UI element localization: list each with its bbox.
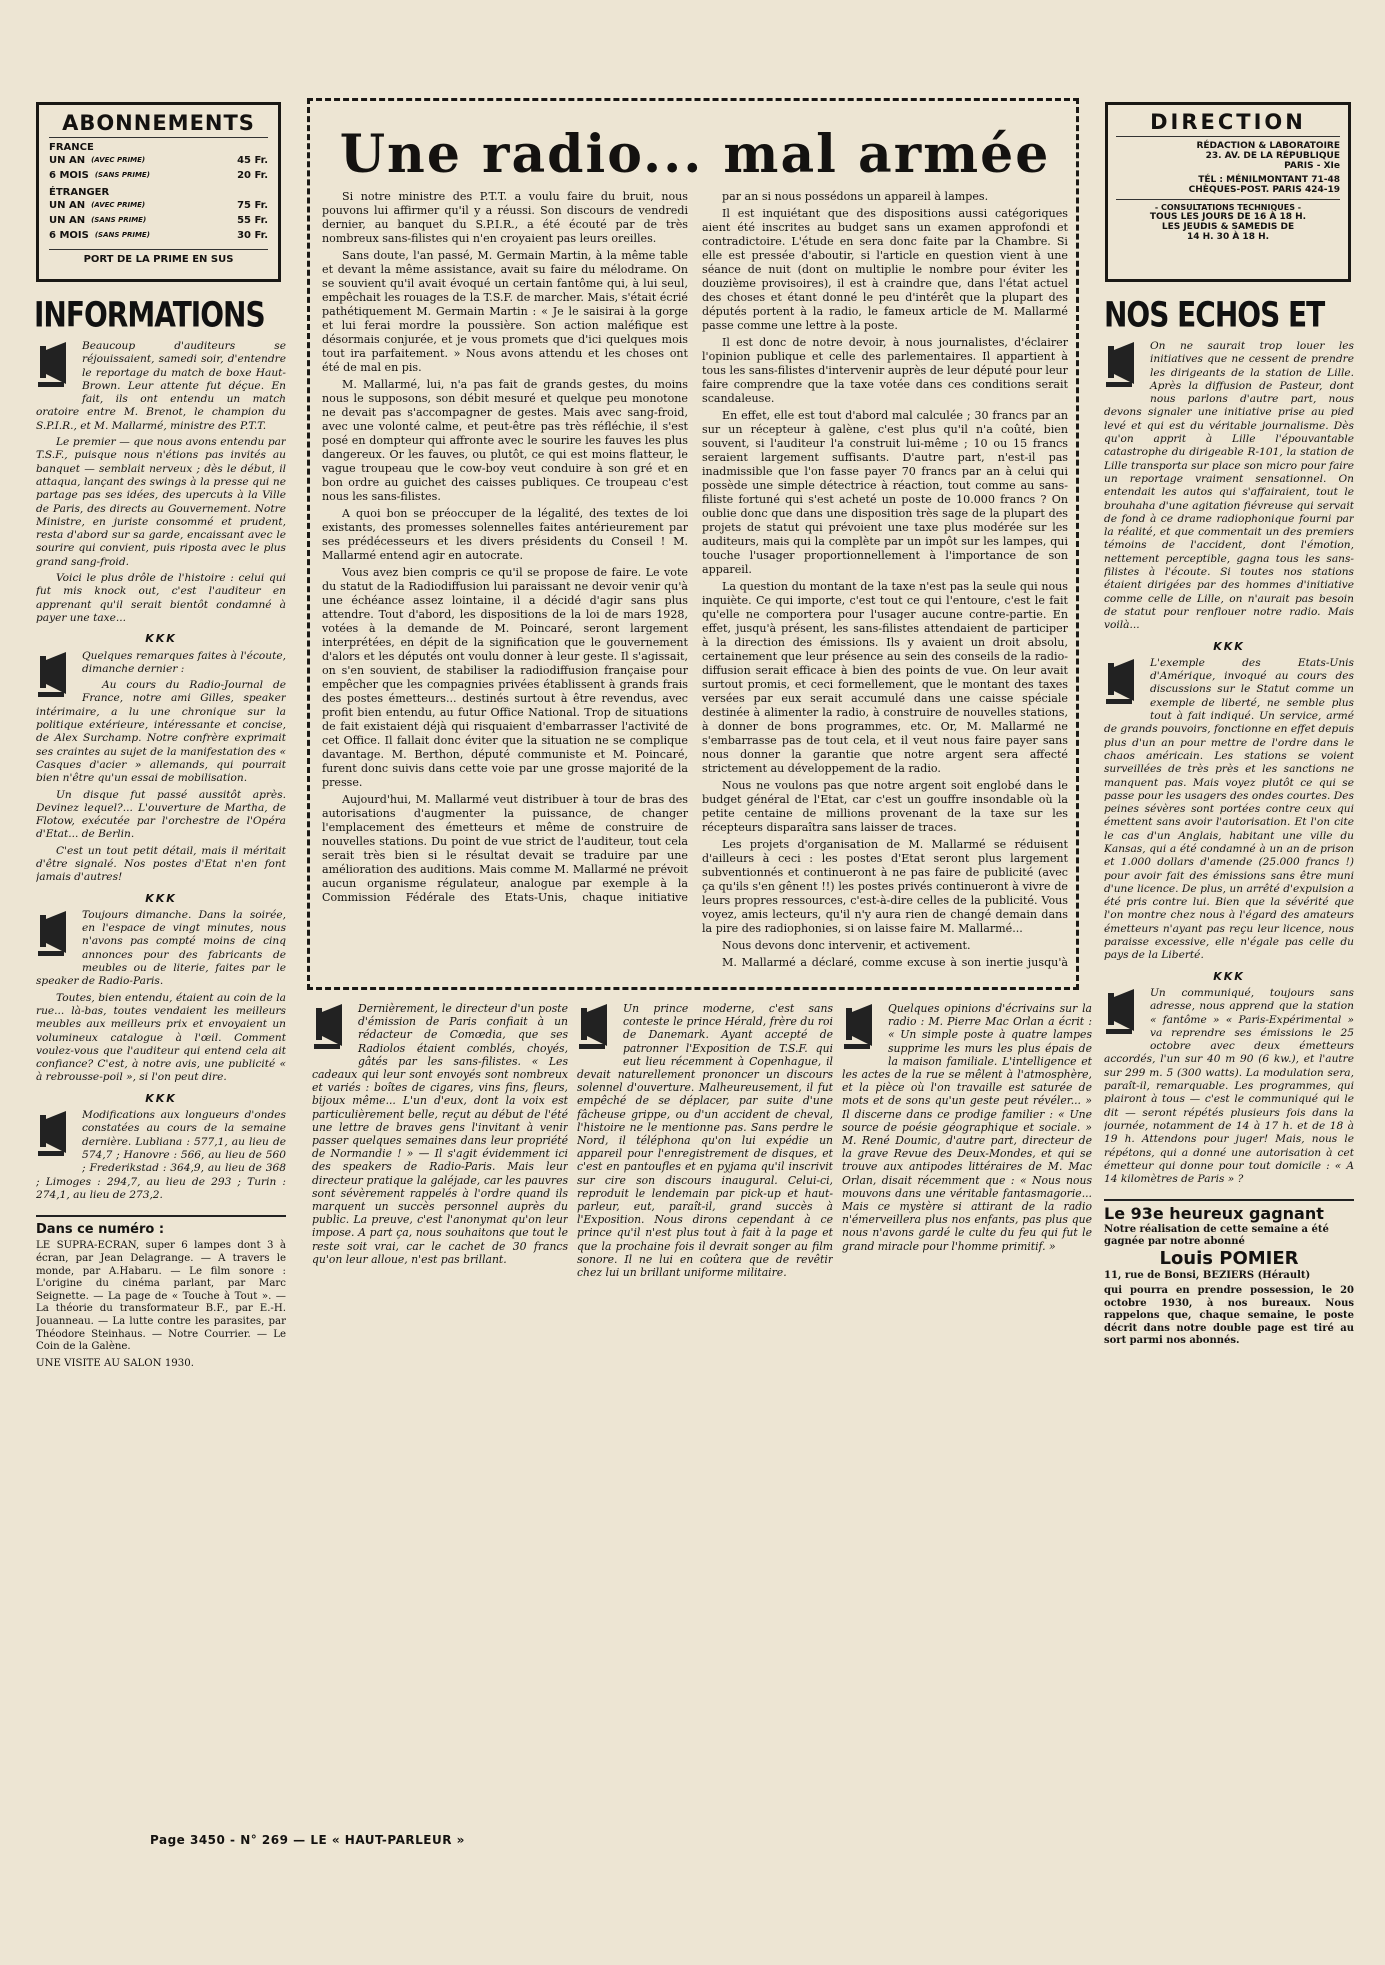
info-paragraph: Le premier — que nous avons entendu par T.S.F., puisque nous n'étions pas invités au banquet — semblait nerveux ; dès le début, il attaqua, lançant des swings à la presse qui ne partage pas ses idées, des upercuts à la Ville de Paris, des directs au Gouvernement. Notre Ministre, en juriste consommé et prudent, resta d'abord sur sa garde, encaissant avec le sourire qui convient, puis riposta avec le plus grand sang-froid. bbox=[36, 436, 286, 568]
direction-line2: 23. AV. DE LA RÉPUBLIQUE bbox=[1205, 151, 1340, 161]
gagnant-address: 11, rue de Bonsi, BEZIERS (Hérault) bbox=[1104, 1270, 1311, 1281]
info-paragraph: Voici le plus drôle de l'histoire : celui qui fut mis knock out, c'est l'auditeur en apprenant qu'il serait bientôt condamné à payer une taxe... bbox=[36, 572, 286, 624]
article-paragraph: M. Mallarmé a déclaré, comme excuse à son inertie jusqu'à bbox=[722, 956, 1068, 969]
price-row bbox=[49, 198, 268, 213]
speaker-icon bbox=[1104, 657, 1142, 709]
dans-ce-numero-title: Dans ce numéro : bbox=[36, 1215, 286, 1236]
informations-title: INFORMATIONS bbox=[34, 294, 265, 336]
gagnant-title: Le 93e heureux gagnant bbox=[1104, 1204, 1324, 1224]
info-paragraph: Un disque fut passé aussitôt après. Devinez lequel?... L'ouverture de Martha, de Flotow, exécutée par l'orchestre de l'Opéra d'Etat... de Berlin. bbox=[36, 788, 286, 841]
price-value: 20 Fr. bbox=[237, 170, 268, 181]
echo-paragraph: Un communiqué, toujours sans adresse, nous apprend que la station « fantôme » « Paris-Expérimental » va reprendre ses émissions le 25 octobre avec deux émetteurs accordés, l'un sur 40 m 90 (6 kw.), et l'autre sur 299 m. 5 (300 watts). La modulation sera, paraît-il, remarquable. Les programmes, qui plairont à tous — c'est le communiqué qui le dit — seront répétés plusieurs fois dans la journée, notamment de 14 à 17 h. et de 18 à 19 h. Attendons pour juger! Mais, nous le répétons, qui a donné une autorisation à cet émetteur qui donne pour tout domicile : « A 14 kilomètres de Paris » ? bbox=[1104, 986, 1354, 1186]
article-paragraph: A quoi bon se préoccuper de la légalité, des textes de loi existants, des promesses solennelles faites antérieurement par ses prédécesseurs et les divers présidents du Conseil ! M. Mallarmé entend agir en autocrate. bbox=[322, 507, 688, 562]
bottom-column-1 bbox=[312, 1002, 568, 1512]
price-label: UN AN bbox=[49, 155, 86, 166]
price-label: 6 MOIS bbox=[49, 170, 89, 181]
article-paragraph: En effet, elle est tout d'abord mal calculée ; 30 francs par an sur un récepteur à galène, c'est plus qu'il n'a coûté, bien souvent, si l'auditeur l'a construit lui-même ; 10 ou 15 francs seraient largement suffisants. D'autre part, n'est-il pas inadmissible que l'on fasse payer 70 francs par an à celui qui possède une simple détectrice à réaction, tout comme au sans-filiste fortuné qui s'est acheté un poste de 10.000 francs ? On oublie donc que dans une disposition très sage de la plupart des projets de statut qui prévoient une taxe plus modérée sur les auditeurs, mais qui la complète par un impôt sur les lampes, qui touche l'usager proportionnellement à l'importance de son appareil. bbox=[702, 409, 1068, 576]
info-paragraph: C'est un tout petit détail, mais il méritait d'être signalé. Nos postes d'Etat n'en font jamais d'autres! bbox=[36, 844, 286, 884]
gagnant-name: Louis POMIER bbox=[1159, 1247, 1299, 1269]
direction-consult2: TOUS LES JOURS DE 16 À 18 H. bbox=[1149, 212, 1307, 222]
price-label: UN AN bbox=[49, 200, 86, 211]
speaker-icon bbox=[36, 340, 74, 392]
echos-title: NOS ECHOS ET bbox=[1104, 294, 1325, 336]
info-item bbox=[36, 650, 286, 888]
direction-consult: - CONSULTATIONS TECHNIQUES - bbox=[1116, 199, 1340, 212]
info-paragraph: Toujours dimanche. Dans la soirée, en l'espace de vingt minutes, nous n'avons pas compté moins de cinq annonces pour des fabricants de meubles ou de literie, faites par le speaker de Radio-Paris. bbox=[36, 908, 286, 988]
price-label: UN AN bbox=[49, 215, 86, 226]
price-note: (AVEC PRIME) bbox=[91, 201, 146, 209]
direction-box bbox=[1105, 102, 1351, 282]
price-row bbox=[49, 228, 268, 243]
info-paragraph: Toutes, bien entendu, étaient au coin de la rue... là-bas, toutes vendaient les meilleurs meubles aux meilleurs prix et envoyaient un volumineux catalogue à l'œil. Comment voulez-vous que l'auditeur qui entend cela ait confiance? C'est, à notre avis, une publicité « à rebrousse-poil », si l'on peut dire. bbox=[36, 991, 286, 1084]
echos-heading bbox=[1104, 294, 1354, 336]
price-label: 6 MOIS bbox=[49, 230, 89, 241]
price-note: (SANS PRIME) bbox=[94, 171, 150, 179]
direction-tel: TÉL : MÉNILMONTANT 71-48 bbox=[1198, 175, 1340, 185]
echo-item bbox=[1104, 340, 1354, 636]
price-note: (AVEC PRIME) bbox=[91, 156, 146, 164]
article-paragraph: Aujourd'hui, M. Mallarmé veut distribuer à tour de bras des autorisations d'augmenter la puissance, de changer l'emplacement des émetteurs et même de construire de nouvelles stations. Du point de vue strict de l'auditeur, tout cela serait très bien si le résultat devait se traduire par une amélioration des auditions. Mais comme M. Mallarmé ne prévoit aucun organisme régulateur, analogue par exemple à la Commission Fédérale des Etats-Unis, chaque initiative bbox=[322, 793, 688, 904]
article-paragraph: Nous devons donc intervenir, et activement. bbox=[722, 939, 971, 952]
main-article-col-2 bbox=[702, 190, 1068, 970]
bottom-text-3: Quelques opinions d'écrivains sur la radio : M. Pierre Mac Orlan a écrit : « Un simple poste à quatre lampes supprime les murs les plus épais de la maison familiale. L'intelligence et les actes de la rue se mêlent à l'atmosphère, et la pièce où l'on travaille est saturée de mots et de sons qu'un geste peut révéler... » Il discerne dans ce prodige familier : « Une source de poésie géographique et sociale. » M. René Doumic, d'autre part, directeur de la grave Revue des Deux-Mondes, et qui se trouve aux antipodes littéraires de M. Mac Orlan, disait récemment que : « Nous nous mouvons dans une véritable fantasmagorie... Mais ce mystère si attirant de la radio n'émerveillera plus nos enfants, pas plus que nous n'avons gardé le culte du feu qui fut le grand miracle pour l'homme primitif. » bbox=[842, 1002, 1092, 1253]
gagnant-intro: Notre réalisation de cette semaine a été gagnée par notre abonné bbox=[1104, 1223, 1329, 1247]
price-row bbox=[49, 153, 268, 168]
price-value: 30 Fr. bbox=[237, 230, 268, 241]
page-footer: Page 3450 - N° 269 — LE « HAUT-PARLEUR » bbox=[150, 1833, 465, 1847]
bottom-text-2: Un prince moderne, c'est sans conteste le prince Hérald, frère du roi de Danemark. Ayant accepté de patronner l'Exposition de T.S.F. qui eut lieu récemment à Copenhague, il devait naturellement prononcer un discours solennel d'ouverture. Malheureusement, il fut empêché de se déplacer, par suite d'une fâcheuse grippe, ou d'un accident de cheval, l'histoire ne le mentionne pas. Sans perdre le Nord, il téléphona qu'on lui expédie un appareil pour l'enregistrement de disques, et c'est en pantoufles et en pyjama qu'il inscrivit sur cire son discours inaugural. Celui-ci, reproduit le lendemain par pick-up et haut-parleur, eut, paraît-il, grand succès à l'Exposition. Nous dirons cependant à ce prince qu'il n'est plus tout à fait à la page et que la prochaine fois il devrait songer au film sonore. Il ne lui en coûtera que de revêtir chez lui un brillant uniforme militaire. bbox=[577, 1002, 833, 1280]
headline: Une radio... mal armée bbox=[339, 124, 1051, 185]
speaker-icon bbox=[842, 1002, 880, 1054]
informations-heading bbox=[34, 294, 284, 336]
direction-line1: RÉDACTION & LABORATOIRE bbox=[1196, 141, 1340, 151]
direction-line3: PARIS - XIe bbox=[1284, 161, 1340, 171]
price-note: (SANS PRIME) bbox=[94, 231, 150, 239]
info-paragraph: Beaucoup d'auditeurs se réjouissaient, samedi soir, d'entendre le reportage du match de boxe Haut-Brown. Leur attente fut déçue. En fait, ils ont entendu un match oratoire entre M. Brenot, le champion du S.P.I.R., et M. Mallarmé, ministre des P.T.T. bbox=[36, 340, 286, 432]
dans-ce-numero-text: LE SUPRA-ECRAN, super 6 lampes dont 3 à écran, par Jean Delagrange. — A travers le monde, par A.Habaru. — Le film sonore : L'origine du cinéma parlant, par Marc Seignette. — La page de « Touche à Tout ». — La théorie du transformateur B.F., par E.-H. Jouanneau. — La lutte contre les parasites, par Théodore Steinhaus. — Notre Courrier. — Le Coin de la Galène. bbox=[36, 1240, 286, 1353]
echos-column bbox=[1104, 340, 1354, 1570]
bottom-column-3 bbox=[842, 1002, 1092, 1512]
separator: KKK bbox=[145, 891, 177, 905]
abonnements-title: ABONNEMENTS bbox=[49, 111, 268, 138]
speaker-icon bbox=[1104, 987, 1142, 1039]
separator: KKK bbox=[1213, 639, 1245, 653]
etranger-label: ÉTRANGER bbox=[49, 187, 110, 198]
article-paragraph: La question du montant de la taxe n'est pas la seule qui nous inquiète. Ce qui importe, c'est tout ce qui l'entoure, c'est le fait qu'elle ne comportera pour l'usager aucune contre-partie. En effet, jusqu'à présent, les sans-filistes attendaient de participer à la direction des émissions. Ils y avaient un droit absolu, certainement que leur présence au sein des conseils de la radio-diffusion serait efficace à bien des points de vue. On leur avait surtout promis, et ceci formellement, que le montant des taxes versées par eux serait accumulé dans une caisse spéciale destinée à alimenter la radio, à construire de nouvelles stations, à donner de bons programmes, etc. Or, M. Mallarmé ne s'embarrasse pas de tout cela, et il veut nous faire payer sans nous donner la garantie que notre argent sera affecté strictement au développement de la radio. bbox=[702, 580, 1068, 775]
echo-item bbox=[1104, 987, 1354, 1189]
speaker-icon bbox=[36, 1109, 74, 1161]
speaker-icon bbox=[36, 909, 74, 961]
article-paragraph: M. Mallarmé, lui, n'a pas fait de grands gestes, du moins nous le supposons, son débit mesuré et quelque peu monotone ne devait pas s'accompagner de gestes. Mais avec sang-froid, avec une volonté calme, et peut-être pas très réfléchie, il s'est posé en dompteur qui affronte avec le sourire les fauves les plus dangereux. Or les fauves, ou plutôt, ce qui est moins flatteur, le vague troupeau que le cow-boy veut conduire à son gré et en bon ordre au guichet des caisses publiques. Ce troupeau c'est nous les sans-filistes. bbox=[322, 378, 688, 503]
separator: KKK bbox=[145, 1091, 177, 1105]
main-article-col-1 bbox=[322, 190, 688, 905]
info-item bbox=[36, 909, 286, 1088]
dans-ce-numero-footer: UNE VISITE AU SALON 1930. bbox=[36, 1357, 194, 1369]
separator: KKK bbox=[1213, 969, 1245, 983]
price-note: (SANS PRIME) bbox=[91, 216, 147, 224]
speaker-icon bbox=[577, 1002, 615, 1054]
article-paragraph: Nous ne voulons pas que notre argent soit englobé dans le budget général de l'Etat, car c'est un gouffre insondable où la petite centaine de millions provenant de la taxe sur les récepteurs disparaîtra sans laisser de traces. bbox=[702, 779, 1068, 834]
info-item bbox=[36, 340, 286, 628]
article-paragraph: Les projets d'organisation de M. Mallarmé se réduisent d'ailleurs à ceci : les postes d'Etat seront plus largement subventionnés et continueront à ne pas faire de publicité (avec ça qu'ils s'en gênent !!) les postes privés continueront à vivre de leurs propres ressources, c'est-à-dire celles de la publicité. Vous voyez, amis lecteurs, qu'il n'y aura rien de changé demain dans la pire des radiophonies, si on laisse faire M. Mallarmé... bbox=[702, 838, 1068, 935]
gagnant-box bbox=[1104, 1199, 1354, 1347]
direction-title: DIRECTION bbox=[1116, 110, 1340, 137]
direction-consult3: LES JEUDIS & SAMEDIS DE bbox=[1161, 222, 1295, 232]
price-value: 75 Fr. bbox=[237, 200, 268, 211]
speaker-icon bbox=[1104, 340, 1142, 392]
article-paragraph: Il est inquiétant que des dispositions aussi catégoriques aient été inscrites au budget sans un examen approfondi et contradictoire. L'étude en sera donc faite par la Chambre. Si elle est pressée d'aboutir, si l'article en question vient à une séance de nuit (dont on multiplie le nombre pour éviter les douzième provisoires), il est à craindre que, dans l'état actuel des choses et étant donné le peu d'intérêt que la plupart des députés portent à la radio, le fameux article de M. Mallarmé passe comme une lettre à la poste. bbox=[702, 207, 1068, 332]
speaker-icon bbox=[312, 1002, 350, 1054]
gagnant-text: qui pourra en prendre possession, le 20 octobre 1930, à nos bureaux. Nous rappelons que, chaque semaine, le poste décrit dans notre double page est tiré au sort parmi nos abonnés. bbox=[1104, 1285, 1354, 1346]
article-paragraph: par an si nous possédons un appareil à lampes. bbox=[722, 190, 989, 203]
bottom-text-1: Dernièrement, le directeur d'un poste d'émission de Paris confiait à un rédacteur de Comœdia, que ses Radiolos étaient comblés, choyés, gâtés par les sans-filistes. « Les cadeaux qui leur sont envoyés sont nombreux et variés : boîtes de cigares, vins fins, fleurs, bijoux même... L'un d'eux, dont la voix est particulièrement belle, reçut au début de l'été une lettre de braves gens l'invitant à venir passer quelques semaines dans leur propriété de Normandie ! » — Il s'agit évidemment ici des speakers de Radio-Paris. Mais leur directeur pratique la galéjade, car les pauvres sont sévèrement rappelés à l'ordre quand ils marquent un succès personnel auprès du public. La preuve, c'est l'anonymat qu'on leur impose. A part ça, nous souhaitons que tout le reste soit vrai, car le cachet de 30 francs qu'on leur alloue, n'est pas brillant. bbox=[312, 1002, 568, 1266]
bottom-column-2 bbox=[577, 1002, 833, 1512]
info-paragraph: Modifications aux longueurs d'ondes constatées au cours de la semaine dernière. Lubliana : 577,1, au lieu de 574,7 ; Hanovre : 566, au lieu de 560 ; Frederikstad : 364,9, au lieu de 368 ; Limoges : 294,7, au lieu de 293 ; Turin : 274,1, au lieu de 273,2. bbox=[36, 1109, 286, 1201]
informations-column bbox=[36, 340, 286, 1520]
abonnements-box bbox=[36, 102, 281, 282]
info-paragraph: Au cours du Radio-Journal de France, notre ami Gilles, speaker intérimaire, a lu une chronique sur la politique extérieure, intéressante et concise, de Alex Surchamp. Notre confrère exprimait ses craintes au sujet de la manifestation des « Casques d'acier » allemands, qui pourrait bien n'être qu'un essai de mobilisation. bbox=[36, 679, 286, 785]
abonnements-footer: PORT DE LA PRIME EN SUS bbox=[49, 249, 268, 265]
echo-paragraph: On ne saurait trop louer les initiatives que ne cessent de prendre les dirigeants de la station de Lille. Après la diffusion de Pasteur, dont nous parlons d'autre part, nous devons signaler une initiative prise au pied levé et qui est du véritable journalisme. Dès qu'on apprit à Lille l'épouvantable catastrophe du dirigeable R-101, la station de Lille transporta sur place son micro pour faire un reportage vraiment sensationnel. On entendait les autos qui s'affairaient, tout le brouhaha d'une agitation fiévreuse qui servait de fond à ce drame radiophonique fourni par la réalité, et que commentait un des premiers témoins de l'accident, dont l'émotion, nettement perceptible, gagna tous les sans-filistes à l'écoute. Si toutes nos stations étaient dirigées par des hommes d'initiative comme celle de Lille, on n'aurait pas besoin de statut pour renflouer notre radio. Mais voilà... bbox=[1104, 340, 1354, 632]
direction-consult4: 14 H. 30 À 18 H. bbox=[1186, 232, 1270, 242]
info-item bbox=[36, 1109, 286, 1205]
france-label: FRANCE bbox=[49, 142, 94, 153]
info-paragraph: Quelques remarques faites à l'écoute, dimanche dernier : bbox=[82, 649, 286, 675]
price-value: 55 Fr. bbox=[237, 215, 268, 226]
price-value: 45 Fr. bbox=[237, 155, 268, 166]
article-paragraph: Il est donc de notre devoir, à nous journalistes, d'éclairer l'opinion publique et celle des parlementaires. Il appartient à tous les sans-filistes d'intervenir auprès de leur député pour leur faire comprendre que la taxe votée dans ces conditions serait scandaleuse. bbox=[702, 336, 1068, 405]
article-paragraph: Vous avez bien compris ce qu'il se propose de faire. Le vote du statut de la Radiodiffusion lui paraissant ne devoir venir qu'à une échéance assez lointaine, il a décidé d'agir sans plus attendre. Tout d'abord, les dispositions de la loi de mars 1928, votées à la demande de M. Poincaré, seront largement interprétées, en dépit de la signification que le gouvernement d'alors et les députés ont voulu donner à leur geste. Il s'agissait, on s'en souvient, de stabiliser la radiodiffusion française pour empêcher que les compagnies privées établissent à grands frais des postes émetteurs... destinés surtout à être revendus, avec profit bien entendu, au futur Office National. Trop de situations de fait existaient déjà qui risquaient d'embarrasser l'activité de cet Office. Il fallait donc éviter que la situation ne se complique davantage. M. Berthon, député communiste et M. Poincaré, furent donc suivis dans cette voie par une grosse majorité de la presse. bbox=[322, 566, 688, 789]
speaker-icon bbox=[36, 650, 74, 702]
separator: KKK bbox=[145, 632, 177, 646]
article-paragraph: Si notre ministre des P.T.T. a voulu faire du bruit, nous pouvons lui affirmer qu'il y a réussi. Son discours de vendredi dernier, au banquet du S.P.I.R., a été écouté par de très nombreux sans-filistes qui n'en croyaient pas leurs oreilles. bbox=[322, 190, 688, 245]
article-paragraph: Sans doute, l'an passé, M. Germain Martin, à la même table et devant la même assistance, avait su faire du mélodrame. On se souvient qu'il avait évoqué un certain fantôme qui, à lui seul, empêchait les rouages de la T.S.F. de marcher. Mais, s'était écrié pathétiquement M. Germain Martin : « Je le saisirai à la gorge et lui ferai mordre la poussière. Son action maléfique est désormais conjurée, et je vous promets que d'ici quelques mois tout ira parfaitement. » Nous avons attendu et les choses ont été de mal en pis. bbox=[322, 249, 688, 374]
echo-paragraph: L'exemple des Etats-Unis d'Amérique, invoqué au cours des discussions sur le Statut comme un exemple de liberté, ne semble plus tout à fait indiqué. Un service, armé de grands pouvoirs, fonctionne en effet depuis plus d'un an pour mettre de l'ordre dans le chaos américain. Les stations se voient surveillées de très près et les sanctions ne manquent pas. Mais voyez plutôt ce qui se passe pour les usagers des ondes courtes. Des peines sévères sont portées contre ceux qui émettent sans avoir l'autorisation. Et l'on cite le cas d'un Anglais, habitant une ville du Kansas, qui a été condamné à un an de prison et 1.000 dollars d'amende (25.000 francs !) pour avoir fait des émissions sans être muni d'une licence. De plus, un arrêté d'expulsion a été pris contre lui. Bien que la sévérité que l'on montre chez nous à l'égard des amateurs émetteurs n'ayant pas reçu leur licence, nous paraisse excessive, elle n'égale pas celle du pays de la Liberté. bbox=[1104, 656, 1354, 962]
price-row bbox=[49, 168, 268, 183]
echo-item bbox=[1104, 657, 1354, 966]
direction-cheques: CHÈQUES-POST. PARIS 424-19 bbox=[1188, 185, 1340, 195]
price-row bbox=[49, 213, 268, 228]
